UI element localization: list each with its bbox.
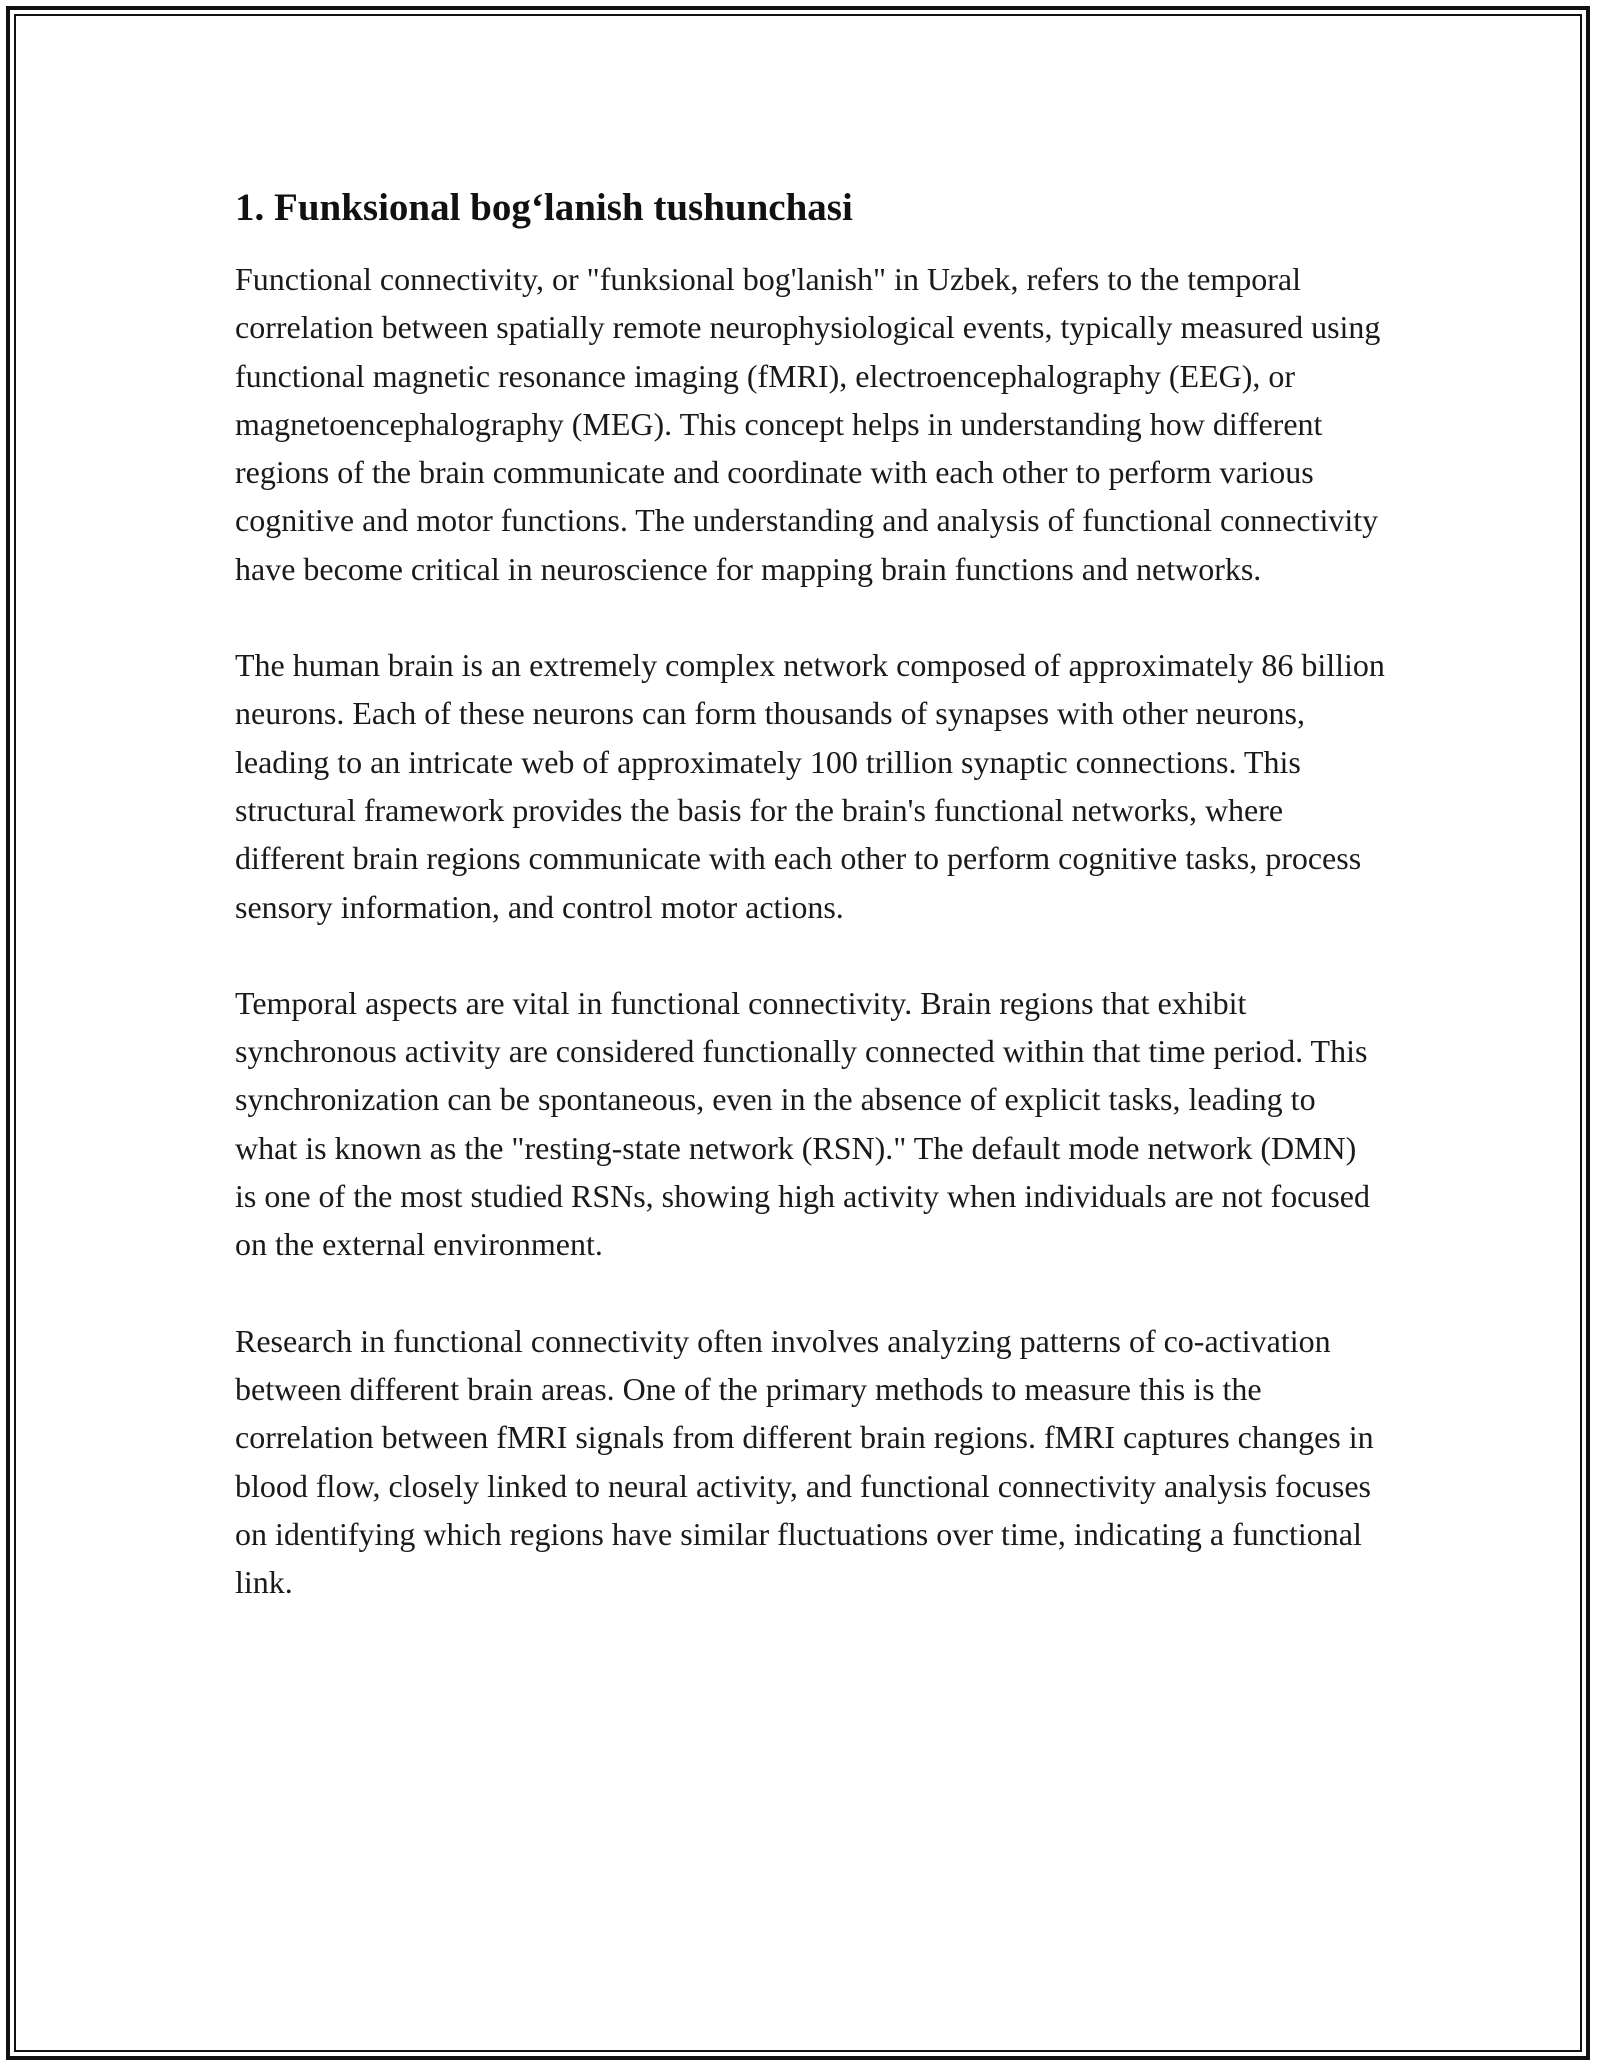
- section-heading: 1. Funksional bog‘lanish tushunchasi: [235, 186, 853, 229]
- paragraph-3: Temporal aspects are vital in functional connectivity. Brain regions that exhibit synchronous activity are considered functionally connected within that time period. This synchronization can be spontaneous, even in the absence of explicit tasks, leading to what is known as the "resting-state network (RSN)." The default mode network (DMN) is one of the most studied RSNs, showing high activity when individuals are not focused on the external environment.: [235, 984, 1370, 1263]
- paragraph-1: Functional connectivity, or "funksional bog'lanish" in Uzbek, refers to the temporal correlation between spatially remote neurophysiological events, typically measured using functional magnetic resonance imaging (fMRI), electroencephalography (EEG), or magnetoencephalography (MEG). This concept helps in understanding how different regions of the brain communicate and coordinate with each other to perform various cognitive and motor functions. The understanding and analysis of functional connectivity have become critical in neuroscience for mapping brain functions and networks.: [235, 261, 1381, 587]
- paragraph-2: The human brain is an extremely complex network composed of approximately 86 billion neurons. Each of these neurons can form thousands of synapses with other neurons, leading to an intricate web of approximately 100 trillion synaptic connections. This structural framework provides the basis for the brain's functional networks, where different brain regions communicate with each other to perform cognitive tasks, process sensory information, and control motor actions.: [235, 647, 1385, 925]
- document-body: [235, 183, 1385, 1654]
- paragraph-4: Research in functional connectivity often involves analyzing patterns of co-activation between different brain areas. One of the primary methods to measure this is the correlation between fMRI signals from different brain regions. fMRI captures changes in blood flow, closely linked to neural activity, and functional connectivity analysis focuses on identifying which regions have similar fluctuations over time, indicating a functional link.: [235, 1322, 1374, 1601]
